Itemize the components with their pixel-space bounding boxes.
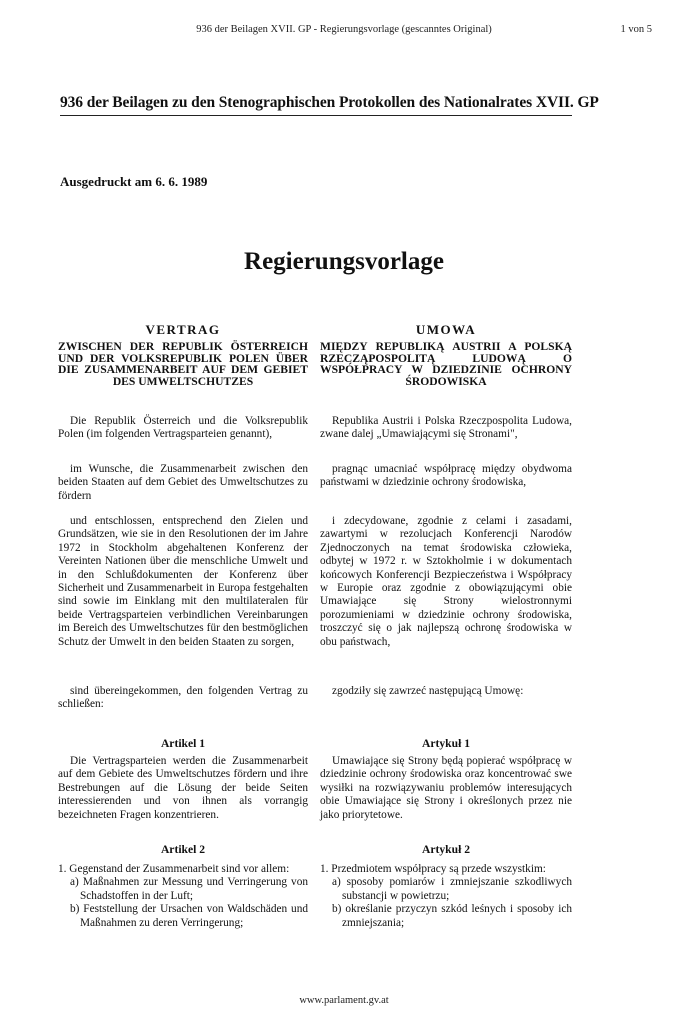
polish-heading: MIĘDZY REPUBLIKĄ AUSTRII A POLSKĄ RZECZĄPOSPOLITĄ LUDOWĄ O WSPÓŁPRACY W DZIEDZINIE OCHRONY ŚRODOWISKA	[320, 340, 572, 388]
polish-article-2-title: Artykuł 2	[422, 843, 470, 856]
polish-caption: UMOWA	[415, 322, 477, 337]
polish-article-1-title: Artykuł 1	[422, 737, 470, 750]
document-title: Regierungsvorlage	[244, 248, 444, 275]
german-preamble-4: sind übereingekommen, den folgenden Vertrag zu schließen:	[58, 685, 308, 711]
german-column	[58, 323, 308, 930]
german-article-1-text: Die Vertragsparteien werden die Zusammenarbeit auf dem Gebiete des Umweltschutzes fördern und ihre Bestrebungen auf die Lösung der beide Seiten interessierenden und von ihnen als vorrangig bezeichneten Fragen konzentrieren.	[58, 755, 308, 821]
german-preamble-2: im Wunsche, die Zusammenarbeit zwischen den beiden Staaten auf dem Gebiet des Umweltschutzes zu fördern	[58, 463, 308, 502]
page-indicator: 1 von 5	[620, 24, 652, 35]
german-heading: ZWISCHEN DER REPUBLIK ÖSTERREICH UND DER VOLKSREPUBLIK POLEN ÜBER DIE ZUSAMMENARBEIT AUF DEM GEBIET DES UMWELTSCHUTZES	[58, 340, 308, 388]
german-article-2-title: Artikel 2	[160, 843, 206, 856]
german-preamble-1: Die Republik Österreich und die Volksrepublik Polen (im folgenden Vertragsparteien genannt),	[58, 415, 308, 441]
polish-article-2-item-1: 1. Przedmiotem współpracy są przede wszystkim:	[320, 863, 546, 875]
german-article-2-item-1: 1. Gegenstand der Zusammenarbeit sind vor allem:	[58, 863, 290, 875]
german-article-2-sub-a: a) Maßnahmen zur Messung und Verringerung von Schadstoffen in der Luft;	[70, 876, 308, 902]
german-caption: VERTRAG	[145, 322, 221, 337]
polish-preamble-2: pragnąc umacniać współpracę między obydwoma państwami w dziedzinie ochrony środowiska,	[320, 463, 572, 489]
polish-preamble-3: i zdecydowane, zgodnie z celami i zasadami, zawartymi w rezolucjach Konferencji Narodów Zjednoczonych na temat środowiska człowieka, odbytej w 1972 r. w Sztokholmie i w dokumentach końcowych Konferencji Bezpieczeństwa i Współpracy w Europie oraz zgodnie z obowiązującymi obie Umawiające się Strony wielostronnymi porozumieniami w dziedzinie ochrony środowiska, troszczyć się o jak najlepszą ochronę środowiska w obu państwach,	[320, 515, 572, 648]
polish-article-1-text: Umawiające się Strony będą popierać współpracę w dziedzinie ochrony środowiska oraz koncentrować swe wysiłki na rozwiązywaniu problemów interesujących obie Umawiające się Strony i określonych przez nie jako priorytetowe.	[320, 755, 572, 821]
footer-url[interactable]: www.parlament.gv.at	[299, 995, 389, 1006]
series-title: 936 der Beilagen zu den Stenographischen Protokollen des Nationalrates XVII. GP	[60, 94, 599, 111]
polish-preamble-4: zgodziły się zawrzeć następującą Umowę:	[332, 685, 524, 697]
german-preamble-3: und entschlossen, entsprechend den Zielen und Grundsätzen, wie sie in den Resolutionen der im Jahre 1972 in Stockholm abgehaltenen Konferenz der Vereinten Nationen über die menschliche Umwelt und in den Schlußdokumenten der Konferenz über Sicherheit und Zusammenarbeit in Europa festgehalten sind sowie im Einklang mit den multilateralen für beide Vertragsparteien verbindlichen Vereinbarungen im Bereich des Umweltschutzes für den bestmöglichen Schutz der Umwelt in den beiden Staaten zu sorgen,	[58, 515, 308, 648]
polish-article-2-sub-a: a) sposoby pomiarów i zmniejszanie szkodliwych substancji w powietrzu;	[332, 876, 572, 902]
german-article-1-title: Artikel 1	[160, 737, 206, 750]
german-article-2-sub-b: b) Feststellung der Ursachen von Waldschäden und Maßnahmen zu deren Verringerung;	[70, 903, 308, 929]
running-header-title: 936 der Beilagen XVII. GP - Regierungsvorlage (gescanntes Original)	[196, 24, 492, 35]
polish-column	[320, 323, 572, 930]
printed-date: Ausgedruckt am 6. 6. 1989	[60, 174, 208, 189]
polish-article-2-sub-b: b) określanie przyczyn szkód leśnych i sposoby ich zmniejszania;	[332, 903, 572, 929]
polish-preamble-1: Republika Austrii i Polska Rzeczpospolita Ludowa, zwane dalej „Umawiającymi się Stronami",	[320, 415, 572, 441]
title-rule	[60, 115, 572, 116]
